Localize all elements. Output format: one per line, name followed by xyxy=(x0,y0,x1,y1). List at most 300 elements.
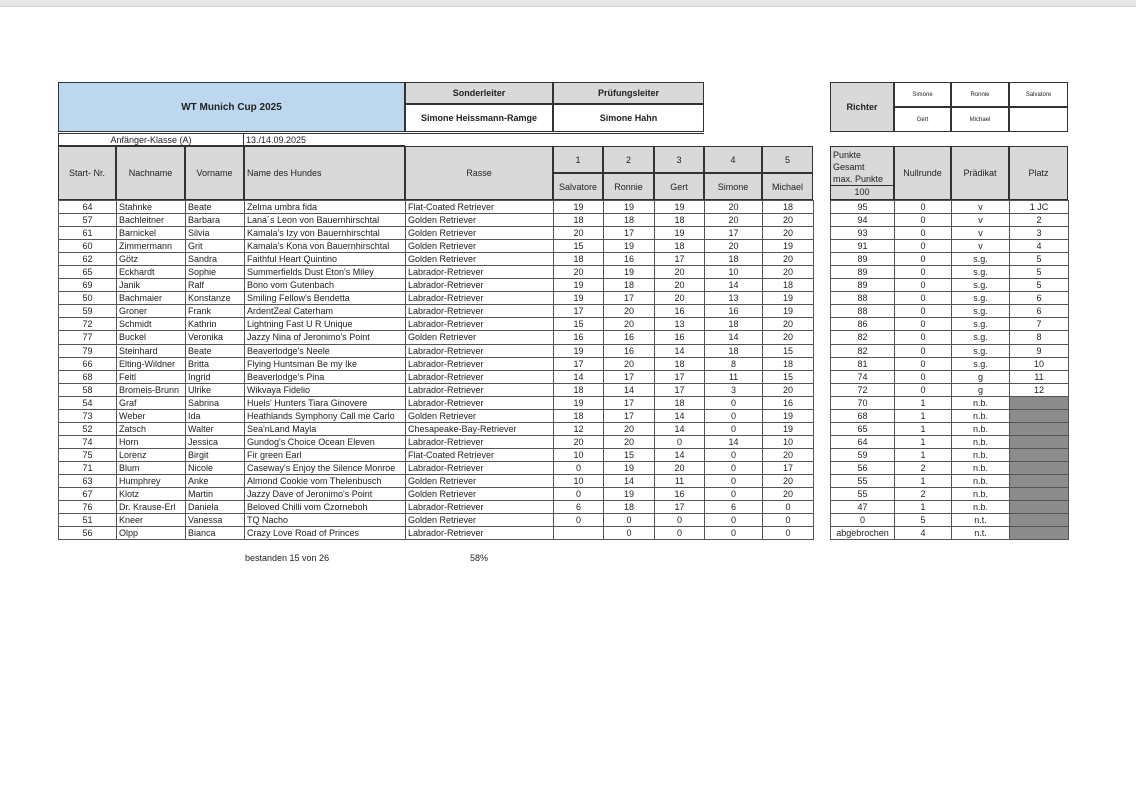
cell-platz: 2 xyxy=(1010,214,1069,227)
cell-praedikat: g xyxy=(952,383,1010,396)
cell-fach-4: 0 xyxy=(705,514,763,527)
cell-nullrunde: 1 xyxy=(895,435,952,448)
cell-fach-3: 20 xyxy=(655,279,705,292)
cell-fach-2: 19 xyxy=(604,266,655,279)
cell-fach-5: 15 xyxy=(763,370,814,383)
cell-fach-5: 18 xyxy=(763,279,814,292)
cell-praedikat: s.g. xyxy=(952,305,1010,318)
cell-nachname: Dr. Krause-Erl xyxy=(117,501,186,514)
cell-fach-3: 17 xyxy=(655,501,705,514)
bestanden-percent: 58% xyxy=(470,553,489,563)
cell-fach-5: 0 xyxy=(763,514,814,527)
cell-start-nr: 77 xyxy=(59,331,117,344)
cell-fach-2: 17 xyxy=(604,370,655,383)
cell-start-nr: 52 xyxy=(59,422,117,435)
cell-nullrunde: 1 xyxy=(895,409,952,422)
cell-start-nr: 75 xyxy=(59,448,117,461)
cell-fach-2: 14 xyxy=(604,383,655,396)
cell-fach-3: 0 xyxy=(655,514,705,527)
judge-cell: Michael xyxy=(951,107,1009,132)
cell-platz xyxy=(1010,514,1069,527)
cell-fach-3: 0 xyxy=(655,435,705,448)
bestanden-summary: bestanden 15 von 26 xyxy=(245,553,330,563)
cell-rasse: Labrador-Retriever xyxy=(406,527,554,540)
cell-start-nr: 65 xyxy=(59,266,117,279)
cell-fach-1: 17 xyxy=(554,305,604,318)
cell-fach-3: 19 xyxy=(655,227,705,240)
cell-hund: Gundog's Choice Ocean Eleven xyxy=(245,435,406,448)
cell-rasse: Golden Retriever xyxy=(406,331,554,344)
cell-punkte: 89 xyxy=(831,279,895,292)
cell-fach-1: 19 xyxy=(554,279,604,292)
cell-vorname: Ida xyxy=(186,409,245,422)
cell-fach-3: 14 xyxy=(655,344,705,357)
cell-fach-4: 13 xyxy=(705,292,763,305)
cell-hund: Almond Cookie vom Thelenbusch xyxy=(245,474,406,487)
results-body xyxy=(59,201,1069,540)
cell-fach-3: 18 xyxy=(655,214,705,227)
cell-vorname: Birgit xyxy=(186,448,245,461)
cell-vorname: Ingrid xyxy=(186,370,245,383)
cell-fach-1: 19 xyxy=(554,201,604,214)
header-nullrunde: Nullrunde xyxy=(894,146,951,200)
cell-fach-2: 0 xyxy=(604,527,655,540)
cell-punkte: 88 xyxy=(831,292,895,305)
cell-nullrunde: 0 xyxy=(895,318,952,331)
cell-fach-3: 16 xyxy=(655,331,705,344)
cell-start-nr: 68 xyxy=(59,370,117,383)
cell-rasse: Golden Retriever xyxy=(406,488,554,501)
cell-fach-1: 0 xyxy=(554,514,604,527)
cell-platz xyxy=(1010,396,1069,409)
cell-praedikat: n.b. xyxy=(952,461,1010,474)
cell-fach-4: 20 xyxy=(705,214,763,227)
cell-hund: Kamala's Izy von Bauernhirschtal xyxy=(245,227,406,240)
cell-vorname: Ralf xyxy=(186,279,245,292)
header-richter-5: Michael xyxy=(762,173,813,200)
cell-spacer xyxy=(814,227,831,240)
cell-spacer xyxy=(814,422,831,435)
cell-fach-4: 16 xyxy=(705,305,763,318)
cell-nachname: Elting-Wildner xyxy=(117,357,186,370)
cell-fach-4: 0 xyxy=(705,448,763,461)
cell-fach-5: 20 xyxy=(763,474,814,487)
cell-punkte: 94 xyxy=(831,214,895,227)
cell-fach-4: 18 xyxy=(705,253,763,266)
cell-hund: Summerfields Dust Eton's Miley xyxy=(245,266,406,279)
header-richter-1: Salvatore xyxy=(553,173,603,200)
cell-praedikat: g xyxy=(952,370,1010,383)
cell-fach-1: 10 xyxy=(554,474,604,487)
cell-fach-5: 19 xyxy=(763,292,814,305)
cell-fach-2: 20 xyxy=(604,318,655,331)
cell-spacer xyxy=(814,461,831,474)
cell-nachname: Olpp xyxy=(117,527,186,540)
cell-rasse: Golden Retriever xyxy=(406,214,554,227)
cell-nachname: Barnickel xyxy=(117,227,186,240)
cell-start-nr: 56 xyxy=(59,527,117,540)
header-nachname: Nachname xyxy=(116,146,185,200)
klasse-label: Anfänger-Klasse (A) xyxy=(58,133,244,146)
cell-fach-1: 18 xyxy=(554,253,604,266)
cell-praedikat: v xyxy=(952,214,1010,227)
table-row xyxy=(59,370,1069,383)
cell-platz: 9 xyxy=(1010,344,1069,357)
cell-fach-5: 20 xyxy=(763,318,814,331)
cell-fach-2: 15 xyxy=(604,448,655,461)
cell-platz: 10 xyxy=(1010,357,1069,370)
cell-praedikat: s.g. xyxy=(952,318,1010,331)
header-fach-5: 5 xyxy=(762,146,813,173)
header-fach-2: 2 xyxy=(603,146,654,173)
table-row xyxy=(59,488,1069,501)
cell-praedikat: s.g. xyxy=(952,279,1010,292)
cell-punkte: 68 xyxy=(831,409,895,422)
cell-platz xyxy=(1010,527,1069,540)
cell-rasse: Labrador-Retriever xyxy=(406,370,554,383)
cell-praedikat: s.g. xyxy=(952,331,1010,344)
cell-punkte: 81 xyxy=(831,357,895,370)
cell-hund: Faithful Heart Quintino xyxy=(245,253,406,266)
cell-fach-5: 18 xyxy=(763,357,814,370)
cell-vorname: Nicole xyxy=(186,461,245,474)
cell-nullrunde: 0 xyxy=(895,266,952,279)
table-row xyxy=(59,448,1069,461)
cell-fach-5: 19 xyxy=(763,240,814,253)
cell-start-nr: 61 xyxy=(59,227,117,240)
cell-nachname: Klotz xyxy=(117,488,186,501)
cell-fach-3: 14 xyxy=(655,409,705,422)
cell-start-nr: 69 xyxy=(59,279,117,292)
cell-fach-4: 10 xyxy=(705,266,763,279)
cell-nullrunde: 1 xyxy=(895,448,952,461)
cell-fach-4: 0 xyxy=(705,422,763,435)
cell-punkte: 47 xyxy=(831,501,895,514)
cell-rasse: Labrador-Retriever xyxy=(406,266,554,279)
cell-fach-2: 16 xyxy=(604,331,655,344)
cell-nullrunde: 0 xyxy=(895,383,952,396)
cell-hund: Beloved Chilli vom Czorneboh xyxy=(245,501,406,514)
cell-nachname: Zimmermann xyxy=(117,240,186,253)
cell-praedikat: n.b. xyxy=(952,501,1010,514)
header-start-nr: Start- Nr. xyxy=(58,146,116,200)
punkte-max: 100 xyxy=(831,185,893,198)
cell-spacer xyxy=(814,370,831,383)
cell-rasse: Golden Retriever xyxy=(406,409,554,422)
table-row xyxy=(59,357,1069,370)
cell-praedikat: s.g. xyxy=(952,344,1010,357)
cell-fach-3: 16 xyxy=(655,305,705,318)
table-row xyxy=(59,344,1069,357)
cell-start-nr: 62 xyxy=(59,253,117,266)
cell-platz xyxy=(1010,422,1069,435)
cell-nullrunde: 0 xyxy=(895,279,952,292)
cell-nachname: Janik xyxy=(117,279,186,292)
klasse-row-line xyxy=(405,133,704,146)
pruefungsleiter-name: Simone Hahn xyxy=(553,104,704,132)
cell-fach-3: 20 xyxy=(655,266,705,279)
cell-fach-5: 20 xyxy=(763,331,814,344)
cell-fach-3: 14 xyxy=(655,422,705,435)
cell-fach-2: 18 xyxy=(604,279,655,292)
cell-platz: 8 xyxy=(1010,331,1069,344)
cell-praedikat: s.g. xyxy=(952,266,1010,279)
header-fach-4: 4 xyxy=(704,146,762,173)
cell-platz: 1 JC xyxy=(1010,201,1069,214)
table-row xyxy=(59,396,1069,409)
cell-hund: Caseway's Enjoy the Silence Monroe xyxy=(245,461,406,474)
cell-punkte: 55 xyxy=(831,474,895,487)
cell-fach-1: 0 xyxy=(554,488,604,501)
cell-praedikat: n.b. xyxy=(952,409,1010,422)
cell-rasse: Golden Retriever xyxy=(406,227,554,240)
cell-nullrunde: 1 xyxy=(895,396,952,409)
cell-fach-3: 11 xyxy=(655,474,705,487)
cell-fach-3: 18 xyxy=(655,396,705,409)
cell-fach-1: 19 xyxy=(554,292,604,305)
cell-vorname: Britta xyxy=(186,357,245,370)
cell-vorname: Vanessa xyxy=(186,514,245,527)
cell-fach-1: 18 xyxy=(554,409,604,422)
table-row xyxy=(59,253,1069,266)
cell-punkte: 82 xyxy=(831,344,895,357)
cell-nachname: Zatsch xyxy=(117,422,186,435)
cell-platz: 12 xyxy=(1010,383,1069,396)
cell-nullrunde: 0 xyxy=(895,305,952,318)
header-hund: Name des Hundes xyxy=(244,146,405,200)
table-row xyxy=(59,474,1069,487)
cell-nullrunde: 0 xyxy=(895,227,952,240)
cell-punkte: 0 xyxy=(831,514,895,527)
cell-start-nr: 71 xyxy=(59,461,117,474)
cell-start-nr: 79 xyxy=(59,344,117,357)
cell-nullrunde: 2 xyxy=(895,461,952,474)
cell-praedikat: s.g. xyxy=(952,292,1010,305)
cell-rasse: Flat-Coated Retriever xyxy=(406,448,554,461)
cell-nullrunde: 1 xyxy=(895,501,952,514)
results-table xyxy=(58,200,1069,540)
cell-start-nr: 60 xyxy=(59,240,117,253)
cell-fach-1: 18 xyxy=(554,383,604,396)
cell-fach-3: 17 xyxy=(655,383,705,396)
cell-fach-4: 8 xyxy=(705,357,763,370)
table-row xyxy=(59,461,1069,474)
cell-fach-3: 18 xyxy=(655,357,705,370)
cell-nachname: Eckhardt xyxy=(117,266,186,279)
cell-fach-2: 19 xyxy=(604,201,655,214)
cell-fach-5: 19 xyxy=(763,422,814,435)
cell-fach-2: 14 xyxy=(604,474,655,487)
cell-nullrunde: 0 xyxy=(895,292,952,305)
table-row xyxy=(59,227,1069,240)
cell-spacer xyxy=(814,435,831,448)
viewer-top-bar xyxy=(0,0,1136,7)
cell-vorname: Silvia xyxy=(186,227,245,240)
cell-hund: Jazzy Dave of Jeronimo's Point xyxy=(245,488,406,501)
cell-vorname: Martin xyxy=(186,488,245,501)
cell-fach-1: 20 xyxy=(554,435,604,448)
cell-vorname: Sabrina xyxy=(186,396,245,409)
cell-praedikat: n.b. xyxy=(952,488,1010,501)
header-fach-3: 3 xyxy=(654,146,704,173)
cell-vorname: Anke xyxy=(186,474,245,487)
cell-fach-4: 17 xyxy=(705,227,763,240)
cell-fach-3: 19 xyxy=(655,201,705,214)
cell-spacer xyxy=(814,214,831,227)
cell-vorname: Frank xyxy=(186,305,245,318)
cell-praedikat: n.b. xyxy=(952,422,1010,435)
cell-vorname: Bianca xyxy=(186,527,245,540)
table-row xyxy=(59,292,1069,305)
cell-punkte: 95 xyxy=(831,201,895,214)
cell-hund: Lightning Fast U R Unique xyxy=(245,318,406,331)
cell-rasse: Labrador-Retriever xyxy=(406,396,554,409)
cell-fach-5: 18 xyxy=(763,201,814,214)
cell-hund: Zelma umbra fida xyxy=(245,201,406,214)
cell-platz: 11 xyxy=(1010,370,1069,383)
cell-fach-2: 19 xyxy=(604,488,655,501)
cell-fach-1: 19 xyxy=(554,344,604,357)
cell-spacer xyxy=(814,292,831,305)
cell-punkte: 86 xyxy=(831,318,895,331)
cell-nullrunde: 0 xyxy=(895,331,952,344)
cell-vorname: Walter xyxy=(186,422,245,435)
cell-fach-5: 19 xyxy=(763,409,814,422)
cell-nullrunde: 1 xyxy=(895,474,952,487)
cell-rasse: Labrador-Retriever xyxy=(406,318,554,331)
cell-nachname: Schmidt xyxy=(117,318,186,331)
cell-fach-4: 0 xyxy=(705,409,763,422)
cell-fach-1: 16 xyxy=(554,331,604,344)
cell-hund: Huels' Hunters Tiara Ginovere xyxy=(245,396,406,409)
table-row xyxy=(59,501,1069,514)
header-punkte xyxy=(830,146,894,200)
cell-spacer xyxy=(814,240,831,253)
cell-fach-2: 19 xyxy=(604,461,655,474)
table-row xyxy=(59,409,1069,422)
cell-praedikat: n.t. xyxy=(952,527,1010,540)
cell-nachname: Bachmaier xyxy=(117,292,186,305)
cell-platz: 4 xyxy=(1010,240,1069,253)
cell-fach-2: 20 xyxy=(604,357,655,370)
cell-punkte: 56 xyxy=(831,461,895,474)
cell-nullrunde: 0 xyxy=(895,357,952,370)
cell-fach-5: 19 xyxy=(763,305,814,318)
cell-fach-4: 11 xyxy=(705,370,763,383)
cell-punkte: 89 xyxy=(831,266,895,279)
cell-fach-2: 20 xyxy=(604,422,655,435)
table-row xyxy=(59,514,1069,527)
cell-start-nr: 76 xyxy=(59,501,117,514)
cell-nullrunde: 0 xyxy=(895,370,952,383)
punkte-line-3: max. Punkte xyxy=(833,174,884,184)
header-richter-2: Ronnie xyxy=(603,173,654,200)
cell-fach-1: 20 xyxy=(554,227,604,240)
event-title: WT Munich Cup 2025 xyxy=(58,82,405,132)
cell-spacer xyxy=(814,266,831,279)
cell-platz xyxy=(1010,448,1069,461)
cell-nachname: Bachleitner xyxy=(117,214,186,227)
cell-rasse: Golden Retriever xyxy=(406,240,554,253)
pruefungsleiter-label: Prüfungsleiter xyxy=(553,82,704,104)
table-row xyxy=(59,331,1069,344)
cell-nullrunde: 2 xyxy=(895,488,952,501)
cell-fach-4: 0 xyxy=(705,396,763,409)
cell-start-nr: 73 xyxy=(59,409,117,422)
cell-hund: Beaverlodge's Neele xyxy=(245,344,406,357)
cell-fach-4: 18 xyxy=(705,318,763,331)
cell-hund: Lana´s Leon von Bauernhirschtal xyxy=(245,214,406,227)
cell-punkte: 70 xyxy=(831,396,895,409)
cell-fach-1: 14 xyxy=(554,370,604,383)
cell-punkte: 64 xyxy=(831,435,895,448)
cell-spacer xyxy=(814,383,831,396)
cell-platz: 3 xyxy=(1010,227,1069,240)
cell-punkte: 93 xyxy=(831,227,895,240)
cell-fach-2: 16 xyxy=(604,253,655,266)
cell-rasse: Chesapeake-Bay-Retriever xyxy=(406,422,554,435)
cell-praedikat: v xyxy=(952,240,1010,253)
cell-fach-5: 0 xyxy=(763,527,814,540)
cell-fach-1: 17 xyxy=(554,357,604,370)
cell-platz xyxy=(1010,435,1069,448)
header-vorname: Vorname xyxy=(185,146,244,200)
cell-start-nr: 54 xyxy=(59,396,117,409)
cell-nullrunde: 4 xyxy=(895,527,952,540)
cell-praedikat: v xyxy=(952,227,1010,240)
cell-fach-3: 0 xyxy=(655,527,705,540)
cell-fach-2: 16 xyxy=(604,344,655,357)
cell-praedikat: v xyxy=(952,201,1010,214)
cell-hund: ArdentZeal Caterham xyxy=(245,305,406,318)
punkte-line-1: Punkte xyxy=(833,150,862,160)
judge-cell: Simone xyxy=(894,82,951,107)
cell-start-nr: 58 xyxy=(59,383,117,396)
cell-nachname: Steinhard xyxy=(117,344,186,357)
cell-fach-1: 19 xyxy=(554,396,604,409)
cell-nullrunde: 5 xyxy=(895,514,952,527)
cell-spacer xyxy=(814,344,831,357)
cell-nachname: Stahnke xyxy=(117,201,186,214)
cell-hund: Smiling Fellow's Bendetta xyxy=(245,292,406,305)
cell-nachname: Weber xyxy=(117,409,186,422)
cell-punkte: 72 xyxy=(831,383,895,396)
cell-fach-4: 20 xyxy=(705,201,763,214)
cell-vorname: Sophie xyxy=(186,266,245,279)
cell-start-nr: 64 xyxy=(59,201,117,214)
cell-fach-5: 20 xyxy=(763,383,814,396)
cell-nullrunde: 0 xyxy=(895,344,952,357)
cell-start-nr: 57 xyxy=(59,214,117,227)
cell-fach-4: 6 xyxy=(705,501,763,514)
cell-rasse: Labrador-Retriever xyxy=(406,461,554,474)
datum-label: 13./14.09.2025 xyxy=(244,133,405,146)
cell-fach-3: 17 xyxy=(655,370,705,383)
cell-fach-3: 18 xyxy=(655,240,705,253)
cell-vorname: Daniela xyxy=(186,501,245,514)
cell-platz xyxy=(1010,501,1069,514)
cell-vorname: Veronika xyxy=(186,331,245,344)
cell-fach-5: 17 xyxy=(763,461,814,474)
cell-start-nr: 59 xyxy=(59,305,117,318)
cell-hund: Bono vom Gutenbach xyxy=(245,279,406,292)
cell-platz: 6 xyxy=(1010,305,1069,318)
table-row xyxy=(59,240,1069,253)
cell-platz: 6 xyxy=(1010,292,1069,305)
cell-nullrunde: 0 xyxy=(895,201,952,214)
table-row xyxy=(59,305,1069,318)
sonderleiter-label: Sonderleiter xyxy=(405,82,553,104)
